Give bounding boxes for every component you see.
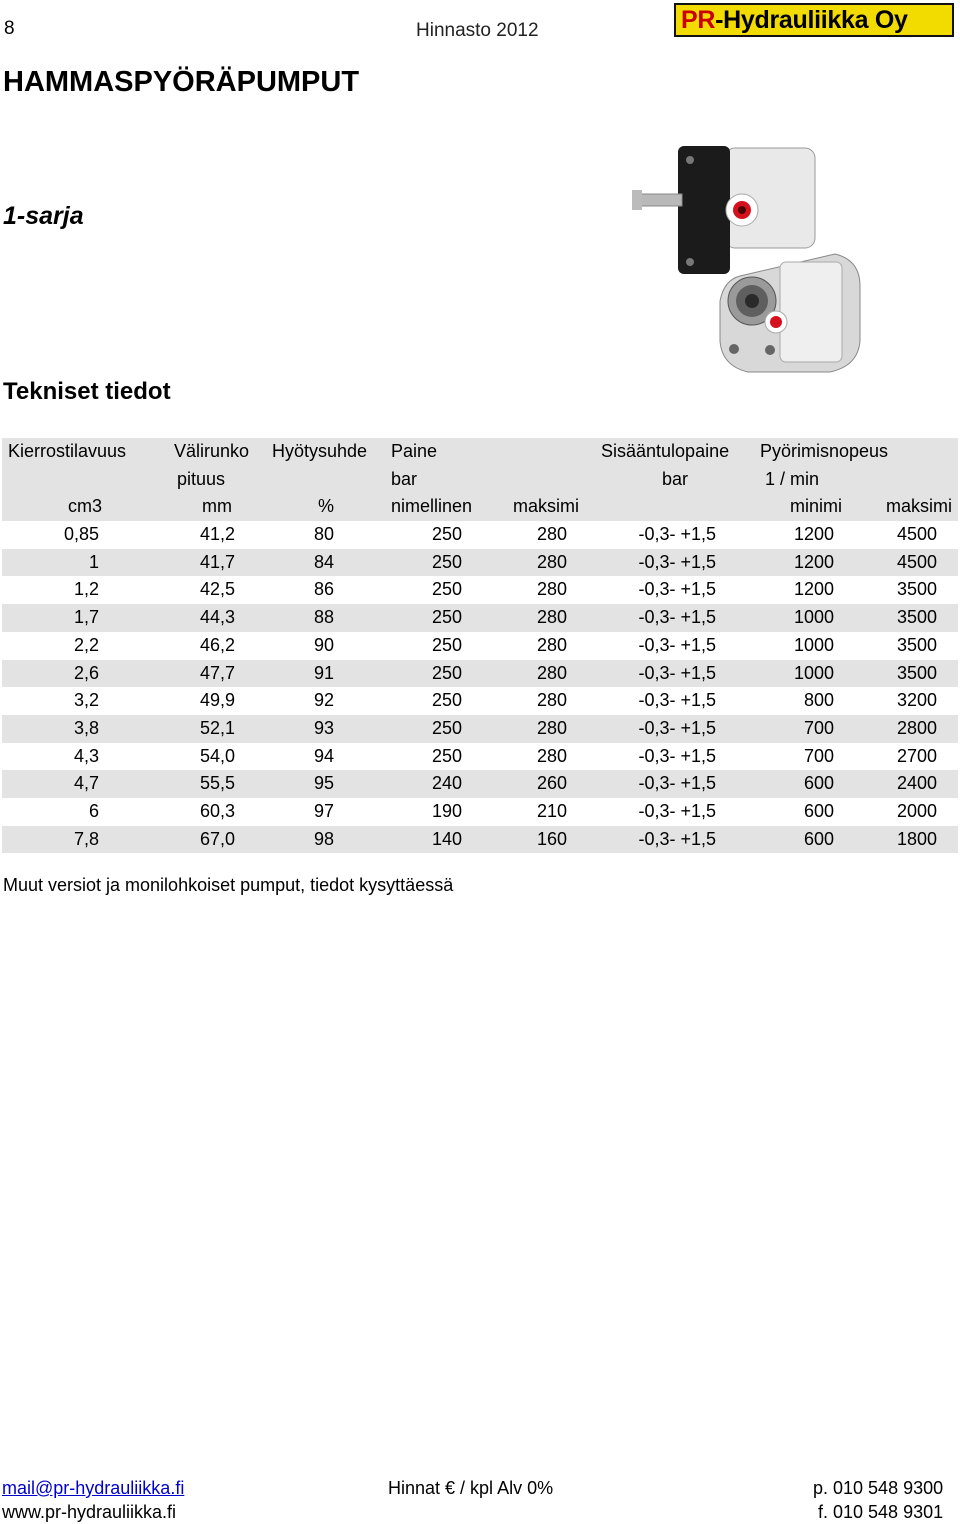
table-row-cell: 55,5 <box>199 773 235 794</box>
table-row-cell: 0,85 <box>63 524 99 545</box>
table-row <box>2 549 958 577</box>
table-row-cell: 280 <box>536 634 567 655</box>
table-header-row-cell: cm3 <box>67 496 102 517</box>
table-row-cell: 49,9 <box>199 690 235 711</box>
table-row-cell: 42,5 <box>199 579 235 600</box>
table-row-cell: 2700 <box>896 745 937 766</box>
table-row-cell: 60,3 <box>199 800 235 821</box>
table-row-cell: 2,2 <box>73 634 99 655</box>
table-row-cell: 3,8 <box>73 717 99 738</box>
table-row-cell: 84 <box>313 551 334 572</box>
table-row-cell: -0,3- +1,5 <box>638 551 716 572</box>
table-row <box>2 743 958 771</box>
table-header-row-cell: maksimi <box>513 496 579 517</box>
table-row-cell: 3500 <box>896 579 937 600</box>
table-header-row-cell: 1 / min <box>765 468 820 489</box>
table-row-cell: 80 <box>313 524 334 545</box>
table-row-cell: 92 <box>313 690 334 711</box>
table-row-cell: 97 <box>313 800 334 821</box>
table-row-cell: 4,7 <box>73 773 99 794</box>
table-row-cell: 160 <box>536 828 567 849</box>
table-header-row-cell: Välirunko <box>174 441 250 461</box>
table-row-cell: 41,2 <box>199 524 235 545</box>
table-row-cell: 600 <box>803 800 834 821</box>
table-header-row <box>2 438 958 466</box>
table-row-cell: 44,3 <box>199 607 235 628</box>
table-row <box>2 798 958 826</box>
table-row-cell: 250 <box>431 524 462 545</box>
table-row-cell: 91 <box>313 662 334 683</box>
table-row-cell: 250 <box>431 579 462 600</box>
table-row-cell: -0,3- +1,5 <box>638 634 716 655</box>
table-row-cell: 95 <box>313 773 334 794</box>
series-title: 1-sarja <box>3 202 84 230</box>
table-header-row-cell: Paine <box>391 441 438 461</box>
table-row-cell: 240 <box>431 773 462 794</box>
table-row-cell: 600 <box>803 773 834 794</box>
table-row-cell: -0,3- +1,5 <box>638 607 716 628</box>
table-row-cell: -0,3- +1,5 <box>638 662 716 683</box>
table-row-cell: 1800 <box>896 828 937 849</box>
table-row-cell: -0,3- +1,5 <box>638 745 716 766</box>
table-row-cell: -0,3- +1,5 <box>638 524 716 545</box>
page-title: HAMMASPYÖRÄPUMPUT <box>3 66 360 98</box>
gear-pump-photo <box>630 136 870 376</box>
table-row-cell: 93 <box>313 717 334 738</box>
table-row-cell: 1000 <box>793 662 834 683</box>
table-row-cell: 86 <box>313 579 334 600</box>
table-row-cell: 46,2 <box>199 634 235 655</box>
table-row <box>2 715 958 743</box>
table-row-cell: 260 <box>536 773 567 794</box>
table-row-cell: 280 <box>536 662 567 683</box>
table-row-cell: 67,0 <box>199 828 235 849</box>
footer-prices-note: Hinnat € / kpl Alv 0% <box>388 1478 554 1498</box>
table-row-cell: 280 <box>536 524 567 545</box>
table-row-cell: 3500 <box>896 634 937 655</box>
table-header-row-cell: bar <box>661 468 688 489</box>
table-row-cell: 210 <box>536 800 567 821</box>
table-row-cell: 6 <box>88 800 99 821</box>
table-row-cell: 4500 <box>896 551 937 572</box>
table-header-row-cell: minimi <box>790 496 842 517</box>
footnote: Muut versiot ja monilohkoiset pumput, tiedot kysyttäessä <box>3 875 454 895</box>
table-row-cell: 600 <box>803 828 834 849</box>
table-row-cell: 190 <box>431 800 462 821</box>
table-row <box>2 770 958 798</box>
table-row-cell: 4,3 <box>73 745 99 766</box>
footer-phone: p. 010 548 9300 <box>813 1478 944 1498</box>
table-row-cell: 280 <box>536 607 567 628</box>
table-row-cell: 3500 <box>896 662 937 683</box>
table-header-row-cell: nimellinen <box>391 496 473 517</box>
table-row-cell: 94 <box>313 745 334 766</box>
table-row-cell: 1200 <box>793 524 834 545</box>
table-row-cell: 250 <box>431 607 462 628</box>
table-header-row-cell: Pyörimisnopeus <box>760 441 889 461</box>
table-header-row-cell: Kierrostilavuus <box>8 441 127 461</box>
table-row-cell: 250 <box>431 690 462 711</box>
table-row-cell: 52,1 <box>199 717 235 738</box>
footer-email-link[interactable]: mail@pr-hydrauliikka.fi <box>2 1478 185 1498</box>
table-row-cell: -0,3- +1,5 <box>638 800 716 821</box>
table-row-cell: 3200 <box>896 690 937 711</box>
table-row-cell: 1000 <box>793 607 834 628</box>
table-row-cell: 2,6 <box>73 662 99 683</box>
price-list-label: Hinnasto 2012 <box>416 20 539 41</box>
table-header-row-cell: maksimi <box>886 496 952 517</box>
table-row-cell: 1,7 <box>73 607 99 628</box>
table-row-cell: 2800 <box>896 717 937 738</box>
table-row <box>2 687 958 715</box>
footer-fax: f. 010 548 9301 <box>818 1502 944 1522</box>
table-row-cell: -0,3- +1,5 <box>638 773 716 794</box>
table-header-row-cell: mm <box>202 496 232 517</box>
table-row-cell: 250 <box>431 717 462 738</box>
logo-accent: PR <box>681 6 716 34</box>
table-row-cell: 41,7 <box>199 551 235 572</box>
table-row-cell: 250 <box>431 745 462 766</box>
table-row-cell: 3500 <box>896 607 937 628</box>
table-row-cell: 250 <box>431 634 462 655</box>
table-row-cell: 2000 <box>896 800 937 821</box>
table-row-cell: 280 <box>536 690 567 711</box>
table-row-cell: 4500 <box>896 524 937 545</box>
page-number: 8 <box>4 18 15 39</box>
table-row-cell: 1200 <box>793 551 834 572</box>
table-row-cell: 700 <box>803 745 834 766</box>
table-row <box>2 604 958 632</box>
table-row-cell: 88 <box>313 607 334 628</box>
table-row-cell: 3,2 <box>73 690 99 711</box>
table-row-cell: -0,3- +1,5 <box>638 828 716 849</box>
table-row-cell: 280 <box>536 717 567 738</box>
table-row-cell: 250 <box>431 551 462 572</box>
table-header-row <box>2 466 958 494</box>
table-row-cell: 47,7 <box>199 662 235 683</box>
table-row <box>2 660 958 688</box>
table-row <box>2 576 958 604</box>
table-header-row-cell: pituus <box>176 468 225 489</box>
table-row-cell: -0,3- +1,5 <box>638 579 716 600</box>
table-row-cell: 280 <box>536 551 567 572</box>
footer-website[interactable]: www.pr-hydrauliikka.fi <box>2 1502 177 1522</box>
table-header-row-cell: % <box>317 496 334 517</box>
table-row-cell: 1000 <box>793 634 834 655</box>
table-row-cell: 1,2 <box>73 579 99 600</box>
table-row-cell: -0,3- +1,5 <box>638 717 716 738</box>
table-row <box>2 521 958 549</box>
table-row-cell: -0,3- +1,5 <box>638 690 716 711</box>
table-row-cell: 250 <box>431 662 462 683</box>
table-row-cell: 140 <box>431 828 462 849</box>
table-row-cell: 54,0 <box>199 745 235 766</box>
table-row-cell: 1200 <box>793 579 834 600</box>
table-row-cell: 98 <box>313 828 334 849</box>
table-row-cell: 280 <box>536 745 567 766</box>
table-row-cell: 800 <box>803 690 834 711</box>
spec-table <box>2 438 958 853</box>
table-header-row <box>2 493 958 521</box>
section-title: Tekniset tiedot <box>3 378 171 405</box>
table-row-cell: 2400 <box>896 773 937 794</box>
table-row <box>2 826 958 854</box>
table-row-cell: 90 <box>313 634 334 655</box>
table-header-row-cell: bar <box>391 468 418 489</box>
table-row-cell: 700 <box>803 717 834 738</box>
table-row-cell: 7,8 <box>73 828 99 849</box>
table-row-cell: 1 <box>88 551 99 572</box>
logo-rest: -Hydrauliikka Oy <box>715 6 908 34</box>
table-header-row-cell: Sisääntulopaine <box>601 441 730 461</box>
table-row-cell: 280 <box>536 579 567 600</box>
table-row <box>2 632 958 660</box>
table-header-row-cell: Hyötysuhde <box>272 441 368 461</box>
company-logo <box>674 3 954 37</box>
